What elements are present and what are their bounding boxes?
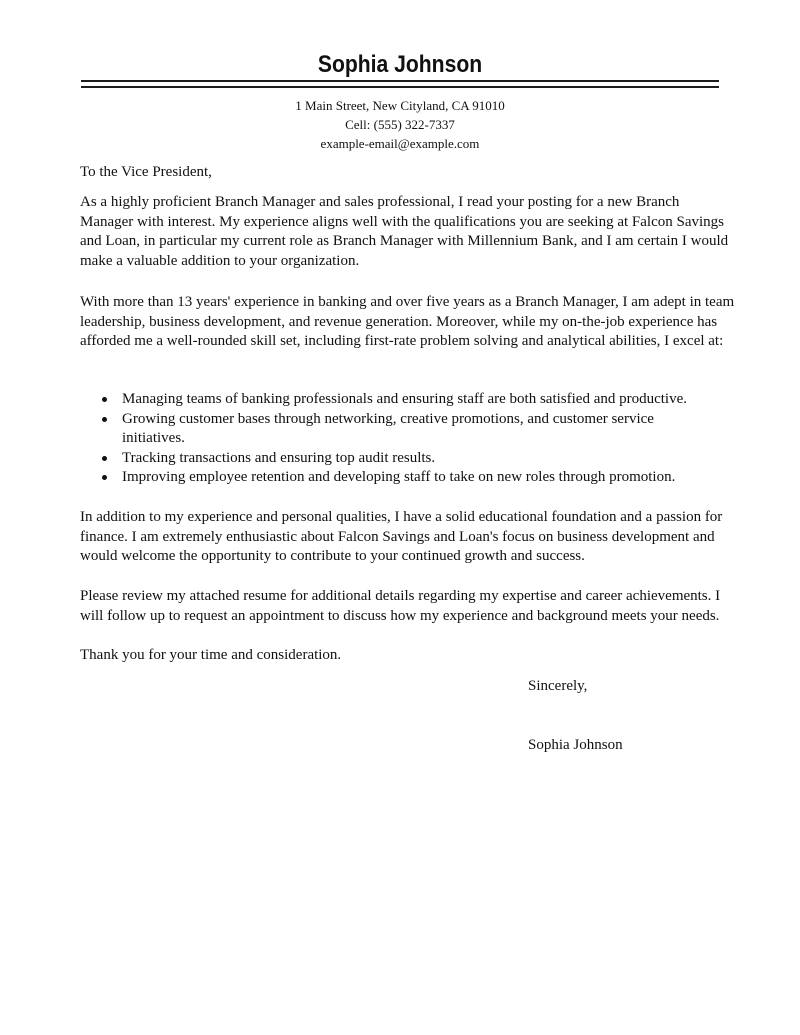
- bullet-item: [80, 410, 720, 449]
- bullet-dot-icon: [102, 417, 107, 422]
- paragraph-thanks: Thank you for your time and consideration.: [80, 647, 342, 663]
- contact-email: example-email@example.com: [320, 136, 480, 151]
- rule-line-bottom: [81, 86, 719, 88]
- paragraph-intro: As a highly proficient Branch Manager and sales professional, I read your posting for a new Branch Manager with interest. My experience aligns well with the qualifications you are seeking at Falcon Savings and Loan, in particular my current role as Branch Manager with Millennium Bank, and I am certain I would make a valuable addition to your organization.: [80, 194, 729, 269]
- paragraph-follow-up: Please review my attached resume for additional details regarding my expertise and career achievements. I will follow up to request an appointment to discuss how my experience and background meets your needs.: [80, 588, 721, 624]
- signature-name: Sophia Johnson: [528, 737, 623, 753]
- paragraph-education: In addition to my experience and personal qualities, I have a solid educational foundation and a passion for finance. I am extremely enthusiastic about Falcon Savings and Loan's focus on business development and would welcome the opportunity to contribute to your continued growth and success.: [80, 509, 723, 564]
- contact-phone: Cell: (555) 322-7337: [345, 117, 455, 132]
- salutation: To the Vice President,: [80, 164, 212, 180]
- skills-bullet-list: [80, 390, 720, 488]
- bullet-item: [80, 390, 720, 410]
- paragraph-experience: With more than 13 years' experience in banking and over five years as a Branch Manager, I am adept in team leadership, business development, and revenue generation. Moreover, while my on-the-job experience has afforded me a well-rounded skill set, including first-rate problem solving and analytical abilities, I excel at:: [80, 294, 735, 349]
- rule-line-top: [81, 80, 719, 82]
- bullet-dot-icon: [102, 397, 107, 402]
- header-double-rule: [81, 80, 719, 88]
- closing: Sincerely,: [528, 678, 588, 694]
- bullet-dot-icon: [102, 475, 107, 480]
- applicant-name-heading: Sophia Johnson: [317, 51, 483, 78]
- bullet-text: Tracking transactions and ensuring top audit results.: [122, 449, 436, 466]
- bullet-dot-icon: [102, 456, 107, 461]
- bullet-item: [80, 449, 720, 469]
- contact-block: [0, 96, 800, 153]
- contact-address: 1 Main Street, New Cityland, CA 91010: [295, 98, 505, 113]
- bullet-item: [80, 468, 720, 488]
- bullet-text: Growing customer bases through networking, creative promotions, and customer service initiatives.: [122, 410, 654, 446]
- bullet-text: Improving employee retention and developing staff to take on new roles through promotion.: [122, 469, 676, 485]
- bullet-text: Managing teams of banking professionals and ensuring staff are both satisfied and productive.: [122, 391, 687, 407]
